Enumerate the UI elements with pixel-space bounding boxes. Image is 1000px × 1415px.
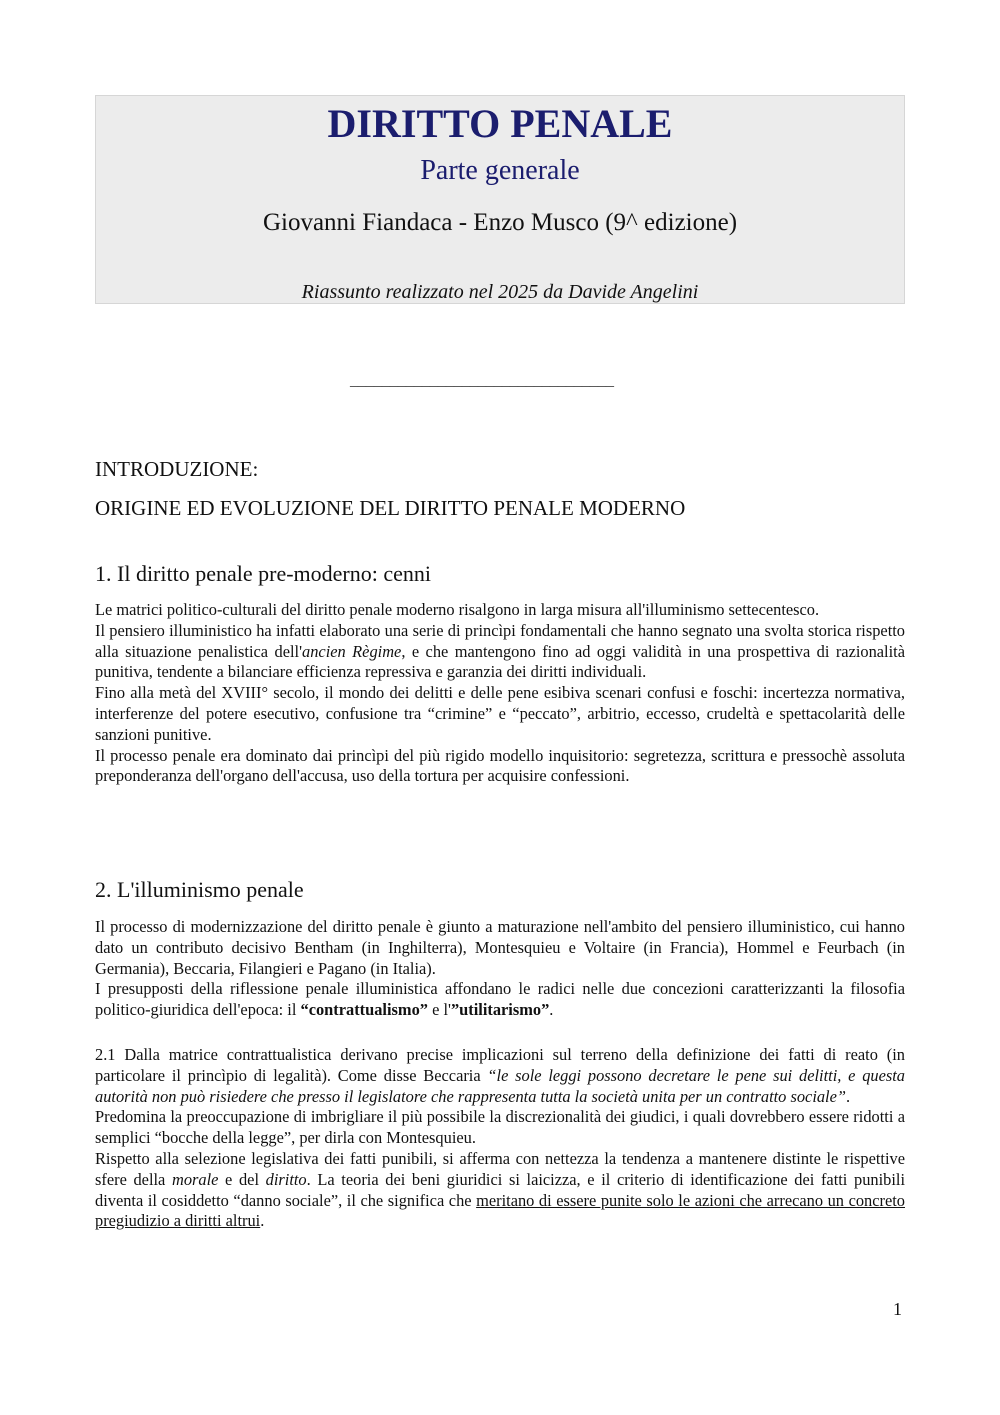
section-1-heading: 1. Il diritto penale pre-moderno: cenni: [95, 561, 431, 586]
section-2-paragraph-2-connector: e l': [427, 1000, 451, 1020]
separator-line: _________________________________: [350, 372, 614, 389]
subsection-2-1-paragraph-3-connector: e del: [218, 1169, 266, 1189]
subsection-2-1-intro-end: .: [846, 1086, 851, 1106]
subsection-2-1-paragraph-3a: Rispetto alla selezione legislativa dei fatti punibili, si afferma con nettezza la tendenza a mantenere distinte le rispettive sfere della: [95, 1148, 905, 1189]
section-1-body: [95, 600, 905, 787]
summary-note: Riassunto realizzato nel 2025 da Davide Angelini: [301, 281, 699, 303]
morale-term: morale: [171, 1169, 219, 1189]
document-subtitle: Parte generale: [420, 155, 580, 186]
utilitarismo-term: ”utilitarismo”: [450, 1000, 550, 1020]
intro-heading: ORIGINE ED EVOLUZIONE DEL DIRITTO PENALE MODERNO: [95, 496, 686, 520]
contrattualismo-term: “contrattualismo”: [300, 1000, 428, 1020]
document-authors: Giovanni Fiandaca - Enzo Musco (9^ edizione): [262, 209, 738, 236]
underlined-statement: meritano di essere punite solo le azioni che arrecano un concreto pregiudizio a diritti altrui: [95, 1190, 905, 1231]
section-1-paragraph-2a: Il pensiero illuministico ha infatti elaborato una serie di princìpi fondamentali che hanno segnato una svolta storica rispetto alla situazione penalistica dell': [95, 620, 905, 661]
document-title: DIRITTO PENALE: [327, 101, 673, 146]
subsection-2-1-paragraph-3c: . La teoria dei beni giuridici si laicizza, e il criterio di identificazione dei fatti punibili diventa il cosiddetto “danno sociale”, il che significa che: [95, 1169, 905, 1210]
section-1-paragraph-2b: , e che mantengono fino ad oggi validità in una prospettiva di razionalità punitiva, tendente a bilanciare efficienza repressiva e garanzia dei diritti individuali.: [95, 641, 905, 682]
section-1-paragraph-4: Il processo penale era dominato dai princìpi del più rigido modello inquisitorio: segretezza, scrittura e pressochè assoluta preponderanza dell'organo dell'accusa, uso della tortura per acquisire confessioni.: [95, 745, 905, 786]
section-2-paragraph-1: Il processo di modernizzazione del diritto penale è giunto a maturazione nell'ambito del pensiero illuministico, cui hanno dato un contributo decisivo Bentham (in Inghilterra), Montesquieu e Voltaire (in Francia), Hommel e Feurbach (in Germania), Beccaria, Filangieri e Pagano (in Italia).: [95, 917, 905, 978]
subsection-2-1-paragraph-2: Predomina la preoccupazione di imbrigliare il più possibile la discrezionalità dei giudici, i quali dovrebbero essere ridotti a semplici “bocche della legge”, per dirla con Montesquieu.: [95, 1107, 905, 1148]
section-2-paragraph-2-end: .: [549, 1000, 554, 1020]
section-2-body: [95, 917, 905, 1021]
subsection-2-1-body: [95, 1045, 905, 1232]
intro-label: INTRODUZIONE:: [95, 457, 259, 481]
section-1-paragraph-1: Le matrici politico-culturali del diritto penale moderno risalgono in larga misura all'illuminismo settecentesco.: [95, 600, 820, 619]
section-2-heading: 2. L'illuminismo penale: [95, 877, 304, 902]
ancien-regime-term: ancien Règime: [302, 641, 402, 661]
beccaria-quote: “le sole leggi possono decretare le pene sui delitti, e questa autorità non può risiedere che presso il legislatore che rappresenta tutta la società unita per un contratto sociale”: [95, 1065, 905, 1106]
title-box: [95, 95, 905, 304]
subsection-2-1-intro: 2.1 Dalla matrice contrattualistica derivano precise implicazioni sul terreno della definizione dei fatti di reato (in particolare il princìpio di legalità). Come disse Beccaria: [95, 1045, 905, 1085]
page-number: 1: [893, 1299, 902, 1319]
section-1-paragraph-3: Fino alla metà del XVIII° secolo, il mondo dei delitti e delle pene esibiva scenari confusi e foschi: incertezza normativa, interferenze del potere esecutivo, confusione tra “crimine” e “peccato”, arbitrio, eccesso, crudeltà e spettacolarità delle sanzioni punitive.: [95, 683, 905, 744]
section-2-paragraph-2a: I presupposti della riflessione penale illuministica affondano le radici nelle due concezioni caratterizzanti la filosofia politico-giuridica dell'epoca: il: [95, 979, 905, 1020]
diritto-term: diritto: [265, 1169, 307, 1189]
subsection-2-1-paragraph-3-end: .: [260, 1211, 265, 1231]
